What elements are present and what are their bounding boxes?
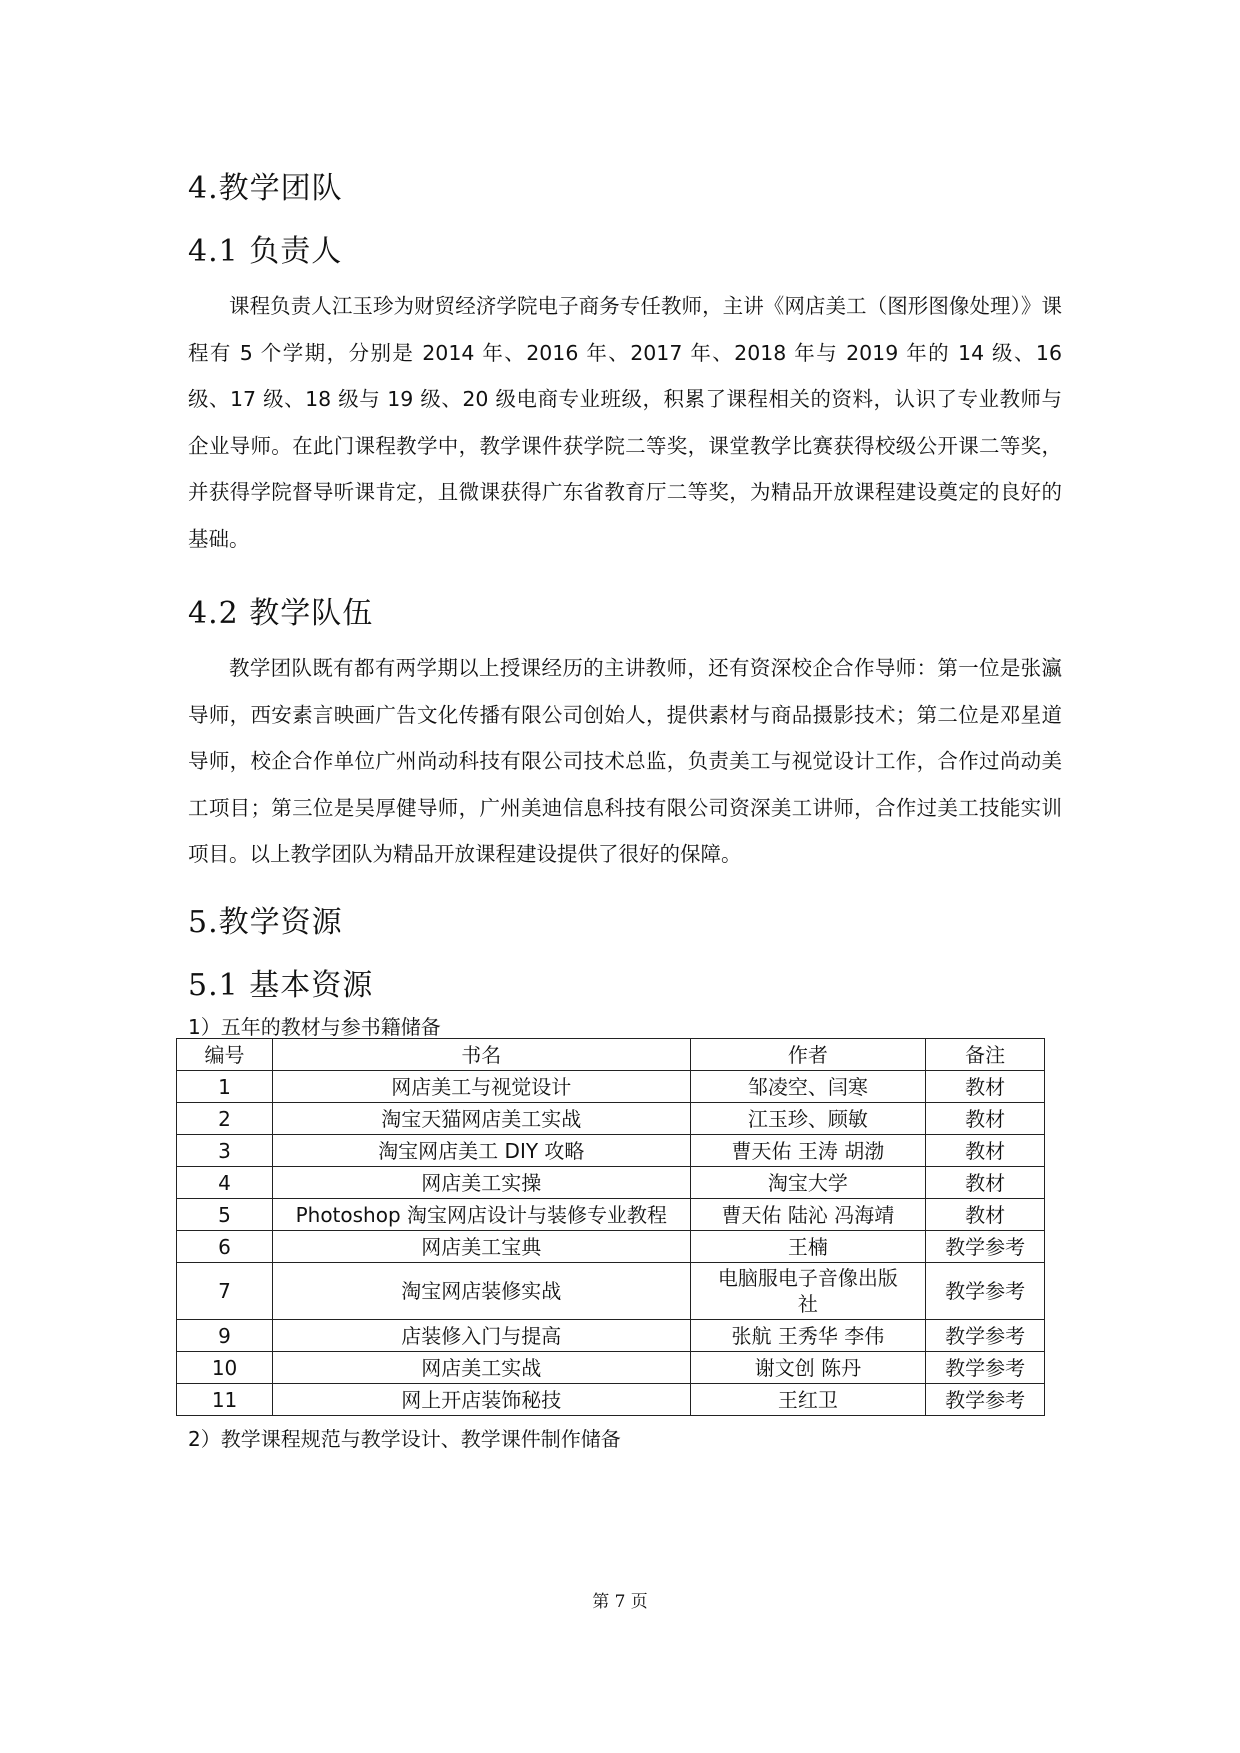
- cell-number: 6: [177, 1231, 273, 1263]
- cell-remark: 教材: [926, 1103, 1045, 1135]
- cell-number: 3: [177, 1135, 273, 1167]
- cell-author: 张航 王秀华 李伟: [690, 1320, 926, 1352]
- cell-book-title: Photoshop 淘宝网店设计与装修专业教程: [273, 1199, 690, 1231]
- cell-remark: 教学参考: [926, 1231, 1045, 1263]
- table-row: [177, 1167, 1045, 1199]
- resource-item-2: 2）教学课程规范与教学设计、教学课件制作储备: [188, 1427, 621, 1451]
- section-4-1-heading: 4.1 负责人: [188, 234, 343, 269]
- cell-number: 4: [177, 1167, 273, 1199]
- table-row: [177, 1384, 1045, 1416]
- cell-number: 7: [177, 1263, 273, 1320]
- table-row: [177, 1071, 1045, 1103]
- table-header-row: [177, 1039, 1045, 1071]
- cell-remark: 教材: [926, 1071, 1045, 1103]
- cell-book-title: 店装修入门与提高: [273, 1320, 690, 1352]
- cell-remark: 教学参考: [926, 1320, 1045, 1352]
- cell-book-title: 网上开店装饰秘技: [273, 1384, 690, 1416]
- table-row: [177, 1263, 1045, 1320]
- table-row: [177, 1135, 1045, 1167]
- cell-number: 9: [177, 1320, 273, 1352]
- cell-author: 曹天佑 陆沁 冯海靖: [690, 1199, 926, 1231]
- cell-remark: 教材: [926, 1167, 1045, 1199]
- cell-book-title: 网店美工宝典: [273, 1231, 690, 1263]
- cell-remark: 教学参考: [926, 1352, 1045, 1384]
- section-4-2-paragraph: 教学团队既有都有两学期以上授课经历的主讲教师，还有资深校企合作导师：第一位是张瀛导师，西安素言映画广告文化传播有限公司创始人，提供素材与商品摄影技术；第二位是邓星道导师，校企合作单位广州尚动科技有限公司技术总监，负责美工与视觉设计工作，合作过尚动美工项目；第三位是吴厚健导师，广州美迪信息科技有限公司资深美工讲师，合作过美工技能实训项目。以上教学团队为精品开放课程建设提供了很好的保障。: [188, 656, 1062, 866]
- table-row: [177, 1320, 1045, 1352]
- cell-remark: 教材: [926, 1135, 1045, 1167]
- page-number: 第 7 页: [592, 1592, 648, 1612]
- table-row: [177, 1103, 1045, 1135]
- cell-author: 王楠: [690, 1231, 926, 1263]
- cell-number: 11: [177, 1384, 273, 1416]
- table-caption: 1）五年的教材与参书籍储备: [188, 1015, 441, 1039]
- table-row: [177, 1199, 1045, 1231]
- cell-author: 江玉珍、顾敏: [690, 1103, 926, 1135]
- cell-author: 电脑服电子音像出版社: [690, 1263, 926, 1320]
- table-row: [177, 1352, 1045, 1384]
- cell-remark: 教学参考: [926, 1263, 1045, 1320]
- cell-book-title: 网店美工与视觉设计: [273, 1071, 690, 1103]
- section-4-2-heading: 4.2 教学队伍: [188, 596, 374, 631]
- cell-number: 10: [177, 1352, 273, 1384]
- section-4-heading: 4.教学团队: [188, 171, 343, 206]
- header-remark: 备注: [926, 1039, 1045, 1071]
- cell-book-title: 网店美工实战: [273, 1352, 690, 1384]
- cell-book-title: 网店美工实操: [273, 1167, 690, 1199]
- header-number: 编号: [177, 1039, 273, 1071]
- cell-number: 2: [177, 1103, 273, 1135]
- cell-author: 谢文创 陈丹: [690, 1352, 926, 1384]
- cell-author: 曹天佑 王涛 胡渤: [690, 1135, 926, 1167]
- section-5-1-heading: 5.1 基本资源: [188, 968, 374, 1003]
- books-table: [176, 1038, 1045, 1416]
- header-book-title: 书名: [273, 1039, 690, 1071]
- section-5-heading: 5.教学资源: [188, 905, 343, 940]
- section-4-1-paragraph: 课程负责人江玉珍为财贸经济学院电子商务专任教师，主讲《网店美工（图形图像处理）》课程有 5 个学期，分别是 2014 年、2016 年、2017 年、2018 年与 2019 年的 14 级、16 级、17 级、18 级与 19 级、20 级电商专业班级，积累了课程相关的资料，认识了专业教师与企业导师。在此门课程教学中，教学课件获学院二等奖，课堂教学比赛获得校级公开课二等奖，并获得学院督导听课肯定，且微课获得广东省教育厅二等奖，为精品开放课程建设奠定的良好的基础。: [188, 294, 1062, 551]
- cell-number: 5: [177, 1199, 273, 1231]
- cell-book-title: 淘宝网店美工 DIY 攻略: [273, 1135, 690, 1167]
- cell-book-title: 淘宝天猫网店美工实战: [273, 1103, 690, 1135]
- cell-author: 王红卫: [690, 1384, 926, 1416]
- cell-number: 1: [177, 1071, 273, 1103]
- header-author: 作者: [690, 1039, 926, 1071]
- cell-remark: 教学参考: [926, 1384, 1045, 1416]
- cell-author: 淘宝大学: [690, 1167, 926, 1199]
- table-row: [177, 1231, 1045, 1263]
- cell-book-title: 淘宝网店装修实战: [273, 1263, 690, 1320]
- cell-remark: 教材: [926, 1199, 1045, 1231]
- cell-author: 邹凌空、闫寒: [690, 1071, 926, 1103]
